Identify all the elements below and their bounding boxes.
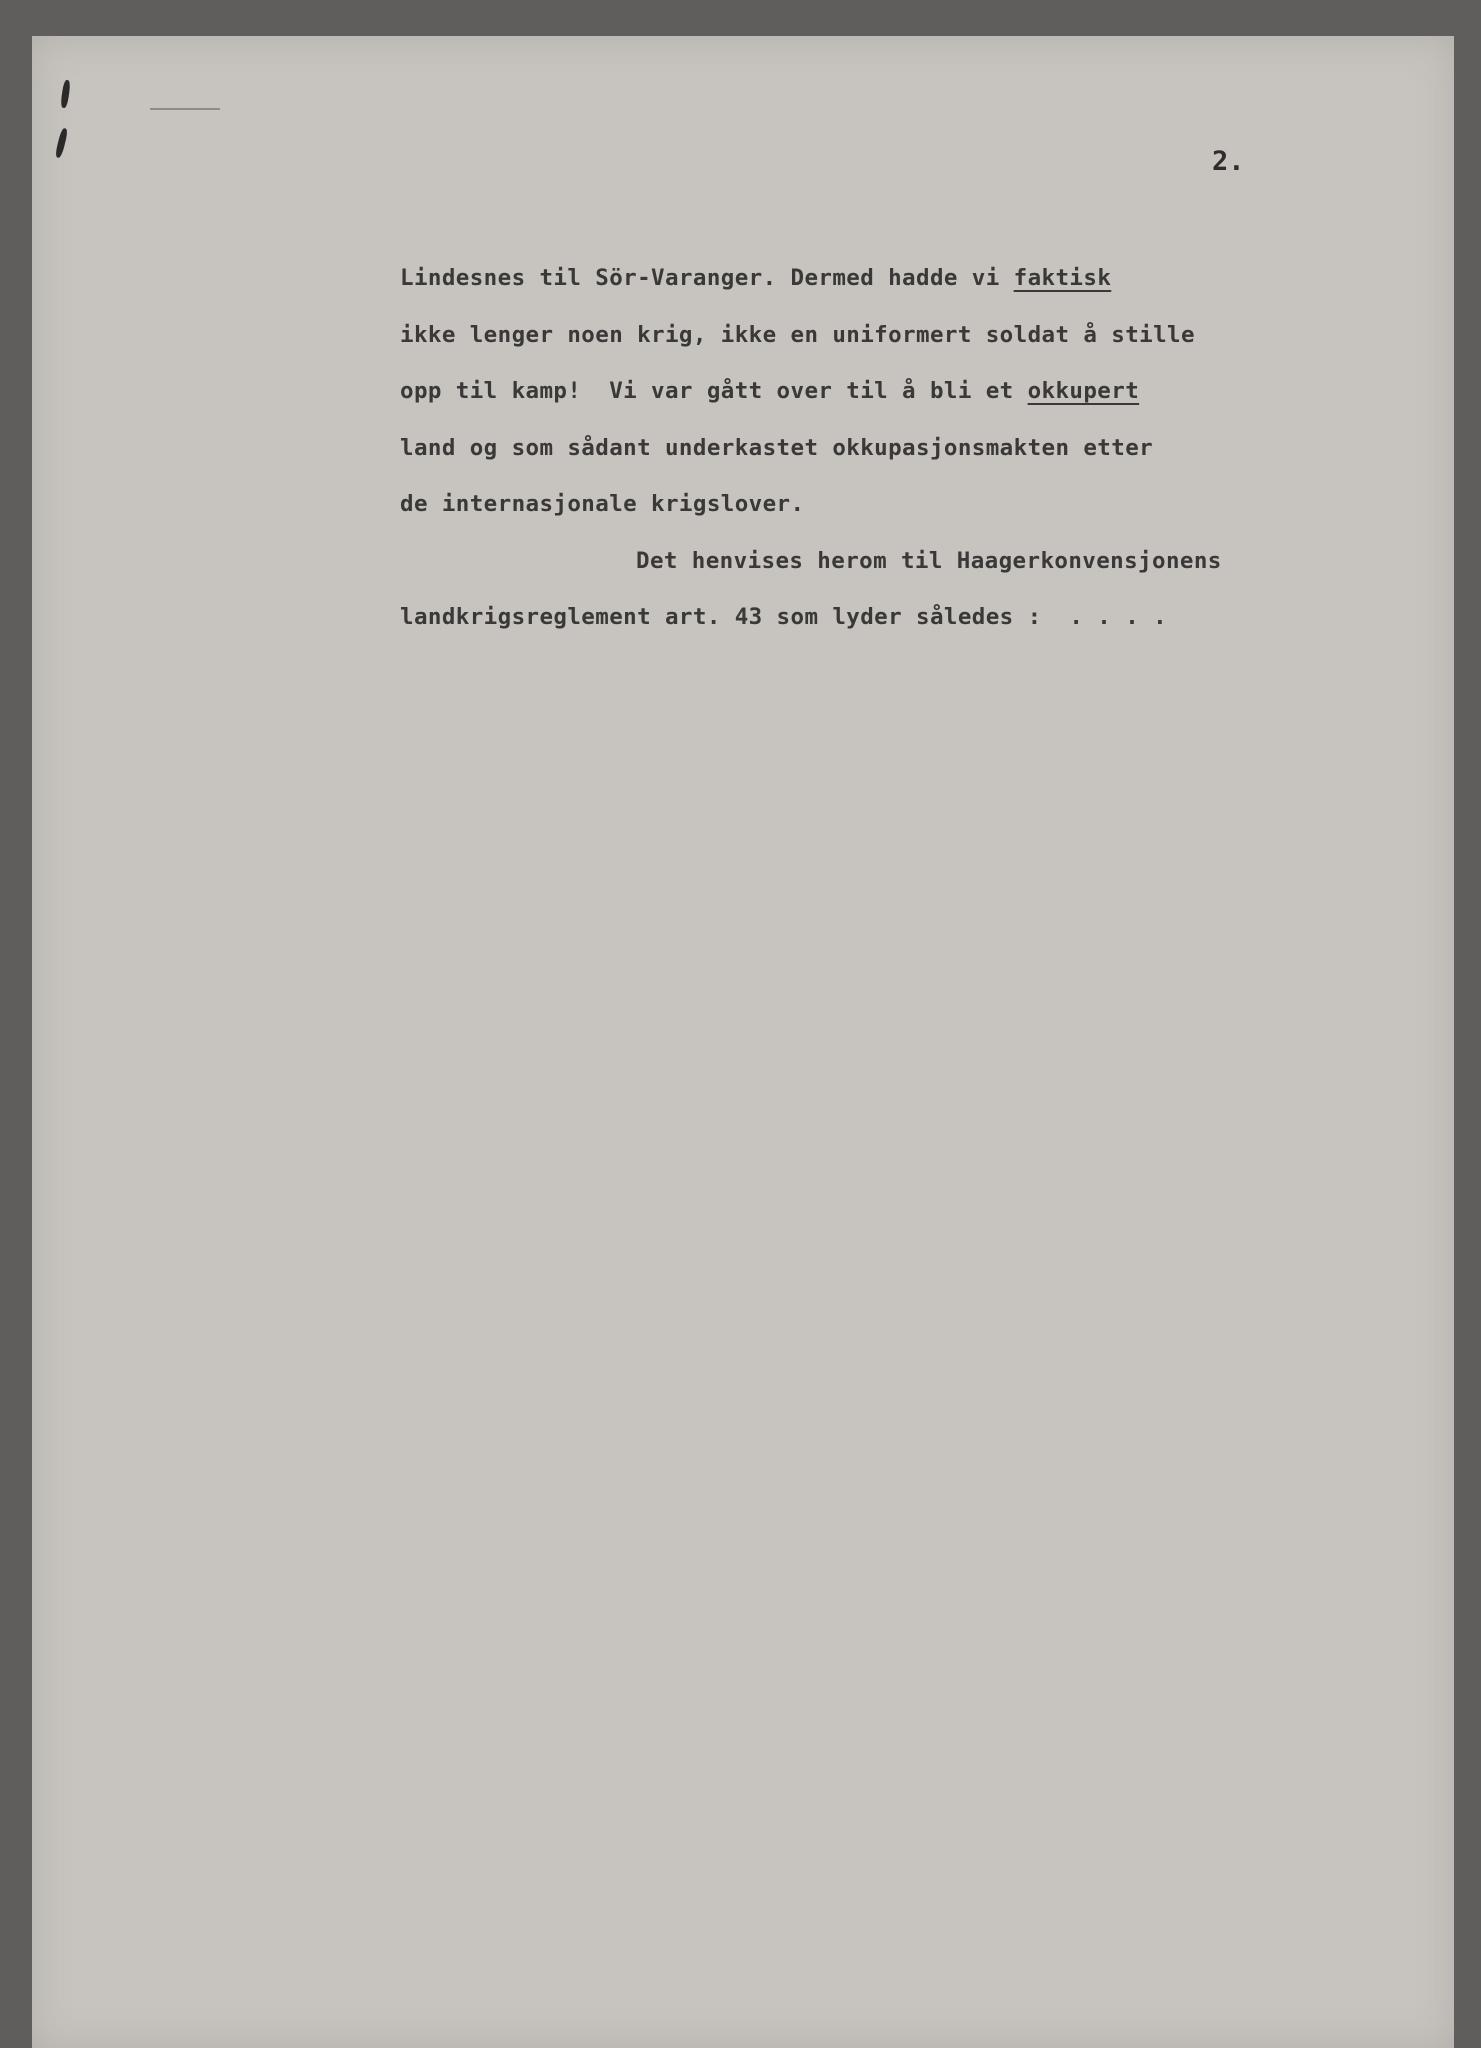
underlined-word: faktisk bbox=[1013, 265, 1112, 291]
text-line-part: land og som sådant underkastet okkupasjonsmakten etter bbox=[400, 434, 1154, 461]
text-line-part: landkrigsreglement art. 43 som lyder således : . . . . bbox=[400, 604, 1168, 630]
underlined-word: okkupert bbox=[1027, 378, 1140, 404]
text-line bbox=[400, 420, 1420, 477]
text-line bbox=[400, 476, 1420, 533]
stray-pencil-mark bbox=[150, 108, 220, 110]
punch-mark bbox=[54, 128, 68, 159]
document-page bbox=[32, 36, 1454, 2048]
text-line-part: Det henvises herom til Haagerkonvensjonens bbox=[636, 547, 1222, 574]
text-line bbox=[400, 589, 1420, 646]
typed-body-text bbox=[400, 250, 1420, 646]
text-line-indented bbox=[400, 533, 1420, 590]
text-line-part: opp til kamp! Vi var gått over til å bli et bbox=[400, 378, 1028, 404]
text-line-part: ikke lenger noen krig, ikke en uniformert soldat å stille bbox=[400, 321, 1195, 348]
page-number: 2. bbox=[1212, 146, 1245, 177]
punch-mark bbox=[60, 80, 71, 109]
text-line-part: de internasjonale krigslover. bbox=[400, 491, 805, 517]
text-line bbox=[400, 250, 1420, 307]
text-line bbox=[400, 363, 1420, 420]
text-line bbox=[400, 307, 1420, 364]
text-line-part: Lindesnes til Sör-Varanger. Dermed hadde vi bbox=[400, 265, 1014, 291]
